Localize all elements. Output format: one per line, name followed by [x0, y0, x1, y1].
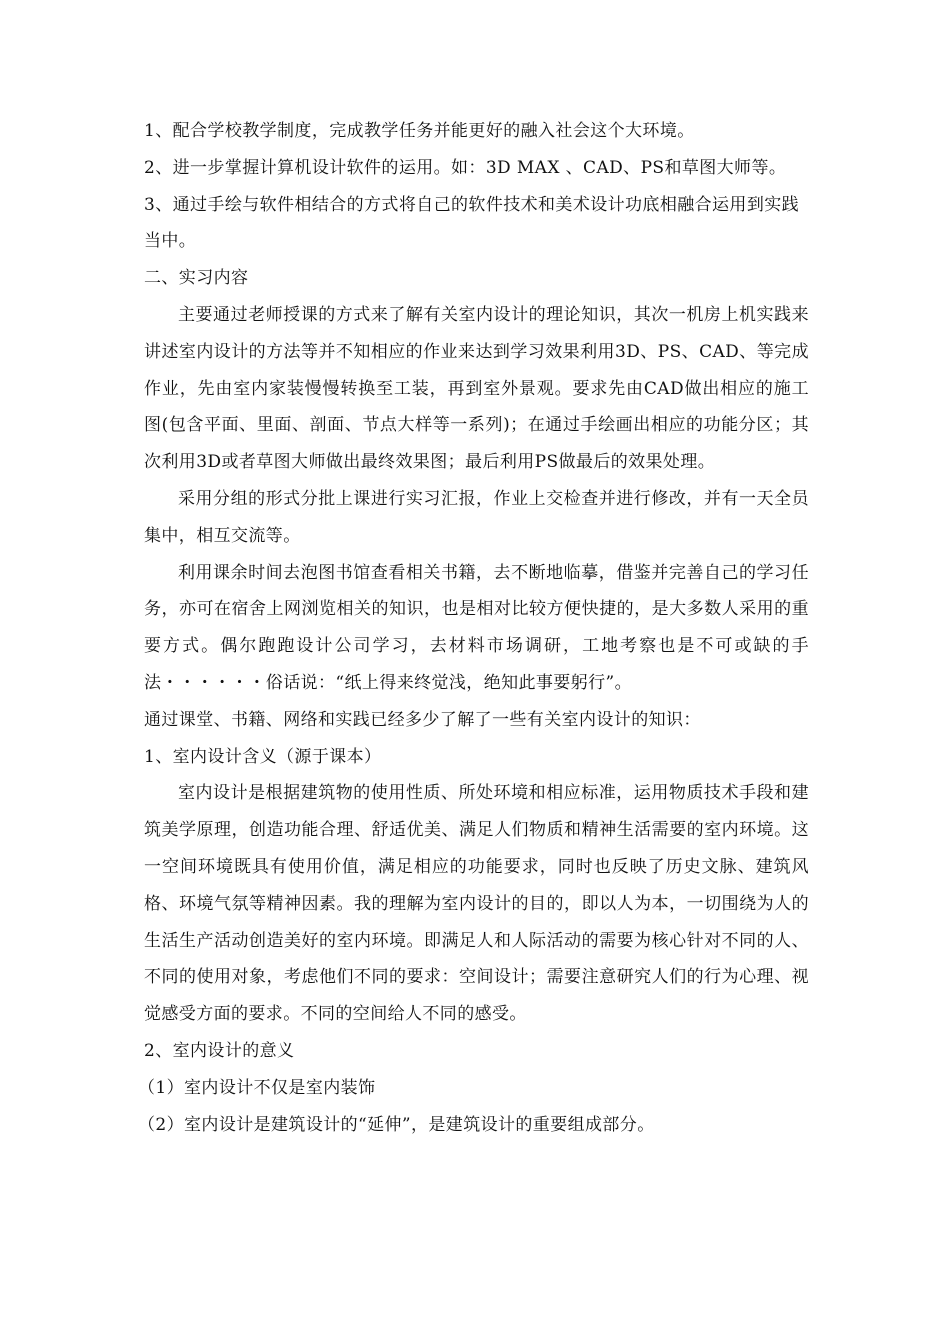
paragraph-definition: 室内设计是根据建筑物的使用性质、所处环境和相应标准，运用物质技术手段和建筑美学原理，创造功能合理、舒适优美、满足人们物质和精神生活需要的室内环境。这一空间环境既具有使用价值，满足相应的功能要求，同时也反映了历史文脉、建筑风格、环境气氛等精神因素。我的理解为室内设计的目的，即以人为本，一切围绕为人的生活生产活动创造美好的室内环境。即满足人和人际活动的需要为核心针对不同的人、不同的使用对象，考虑他们不同的要求：空间设计；需要注意研究人们的行为心理、视觉感受方面的要求。不同的空间给人不同的感受。 [144, 783, 809, 1025]
significance-point-2: （2）室内设计是建筑设计的“延伸”，是建筑设计的重要组成部分。 [138, 1114, 655, 1135]
paragraph-group-report: 采用分组的形式分批上课进行实习汇报，作业上交检查并进行修改，并有一天全员集中，相互交流等。 [144, 488, 809, 546]
summary-line: 通过课堂、书籍、网络和实践已经多少了解了一些有关室内设计的知识： [144, 709, 701, 730]
document-page [138, 113, 809, 1143]
item-heading-definition: 1、室内设计含义（源于课本） [144, 746, 382, 767]
goal-item-1: 1、配合学校教学制度，完成教学任务并能更好的融入社会这个大环境。 [144, 121, 695, 141]
significance-point-1: （1）室内设计不仅是室内装饰 [138, 1077, 376, 1098]
goal-item-3: 3、通过手绘与软件相结合的方式将自己的软件技术和美术设计功底相融合运用到实践当中。 [144, 194, 800, 252]
goal-item-2: 2、进一步掌握计算机设计软件的运用。如：3D MAX 、CAD、PS和草图大师等。 [144, 157, 787, 178]
section-heading-internship-content: 二、实习内容 [144, 268, 249, 289]
paragraph-self-study: 利用课余时间去泡图书馆查看相关书籍，去不断地临摹，借鉴并完善自己的学习任务，亦可在宿舍上网浏览相关的知识，也是相对比较方便快捷的，是大多数人采用的重要方式。偶尔跑跑设计公司学习，去材料市场调研，工地考察也是不可或缺的手法・・・・・・俗话说：“纸上得来终觉浅，绝知此事要躬行”。 [144, 562, 809, 693]
paragraph-teaching-method: 主要通过老师授课的方式来了解有关室内设计的理论知识，其次一机房上机实践来讲述室内设计的方法等并不知相应的作业来达到学习效果利用3D、PS、CAD、等完成作业，先由室内家装慢慢转换至工装，再到室外景观。要求先由CAD做出相应的施工图(包含平面、里面、剖面、节点大样等一系列)；在通过手绘画出相应的功能分区；其次利用3D或者草图大师做出最终效果图；最后利用PS做最后的效果处理。 [144, 304, 809, 473]
item-heading-significance: 2、室内设计的意义 [144, 1040, 295, 1061]
